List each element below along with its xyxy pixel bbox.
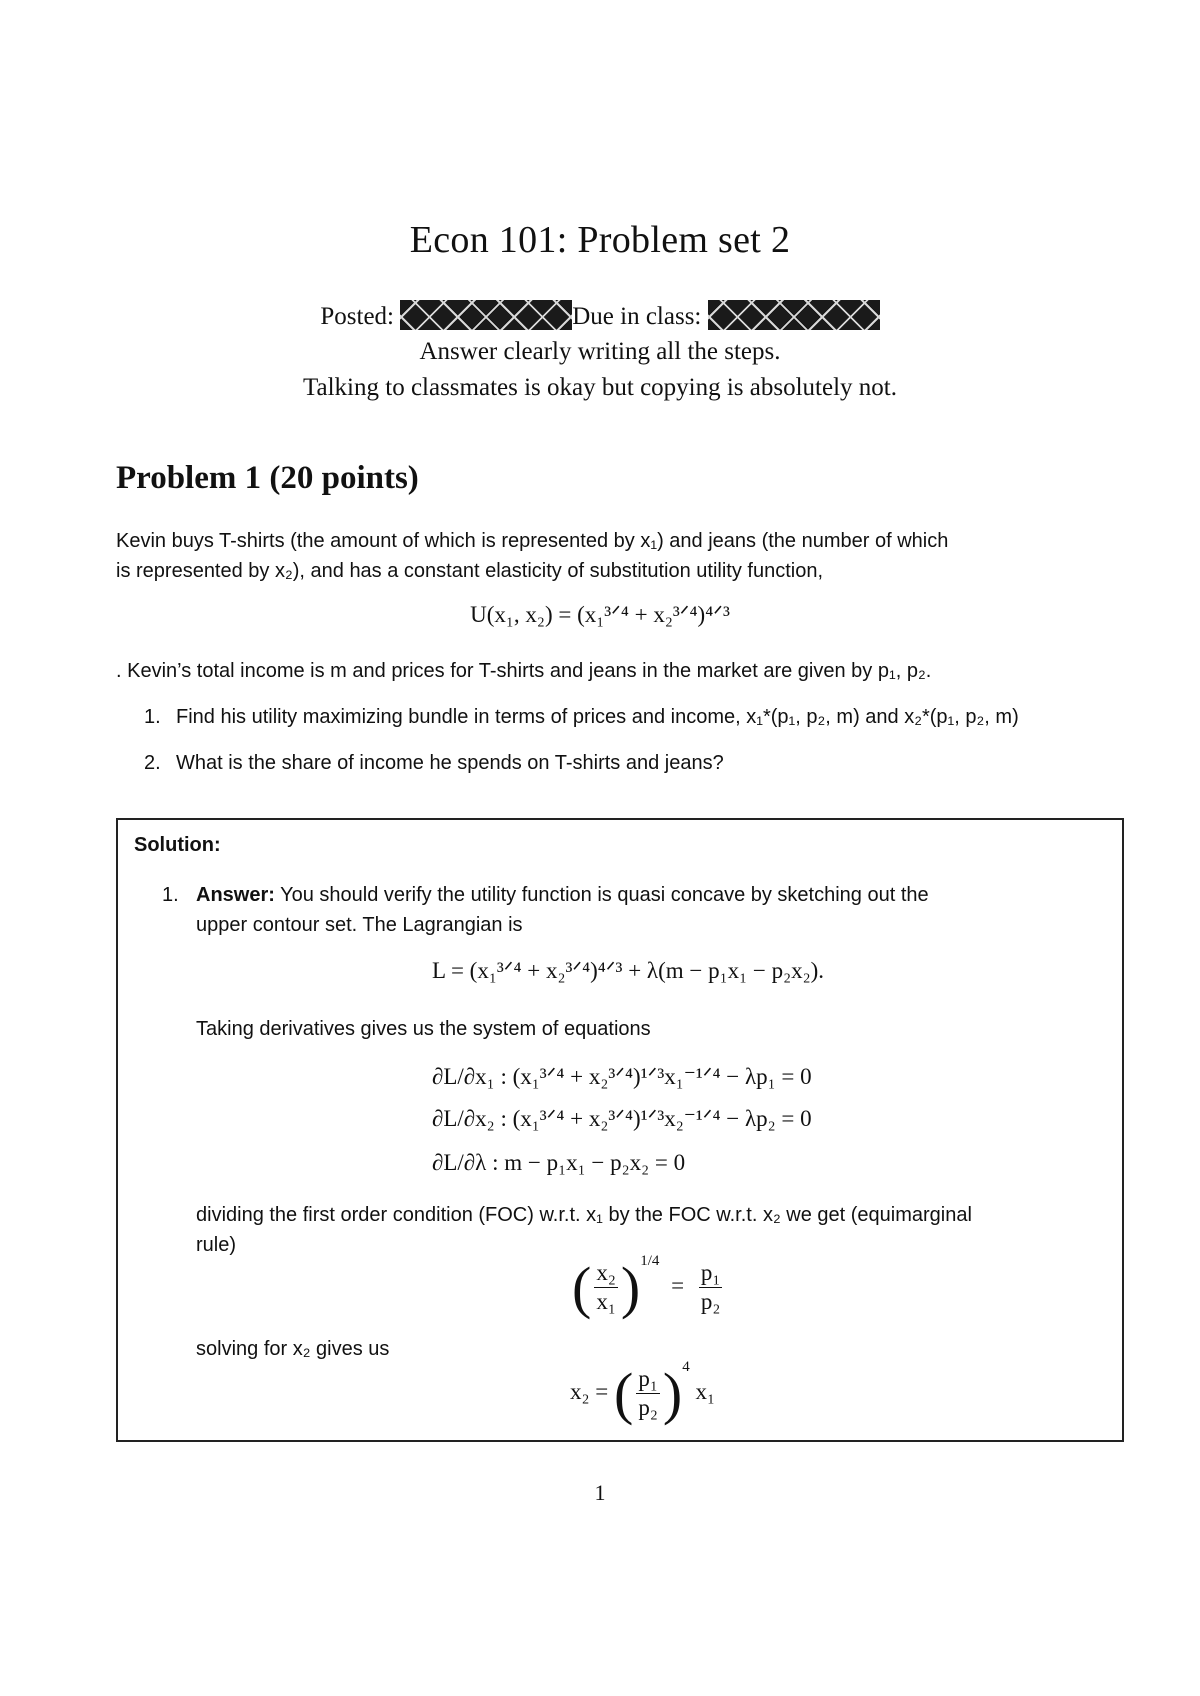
solving-line: solving for x₂ gives us bbox=[196, 1338, 390, 1360]
solution-label: Solution: bbox=[134, 834, 221, 856]
dividing-line-2: rule) bbox=[196, 1234, 237, 1256]
solution-answer-line-2: upper contour set. The Lagrangian is bbox=[196, 914, 523, 936]
solution-answer-line-1 bbox=[196, 880, 1116, 910]
utility-function-equation: U(x₁, x₂) = (x₁³ᐟ⁴ + x₂³ᐟ⁴)⁴ᐟ³ bbox=[470, 602, 730, 627]
answer-text: You should verify the utility function is quasi concave by sketching out the bbox=[274, 884, 929, 906]
foc-lambda-equation: ∂L/∂λ : m − p₁x₁ − p₂x₂ = 0 bbox=[432, 1150, 686, 1175]
problem-1-heading: Problem 1 (20 points) bbox=[116, 460, 419, 496]
posted-line bbox=[0, 300, 1200, 331]
question-number: 1. bbox=[144, 706, 161, 728]
question-text: Find his utility maximizing bundle in terms of prices and income, x₁*(p₁, p₂, m) and x₂*(p₁, p₂, m) bbox=[176, 706, 1019, 728]
fraction-denominator: p₂ bbox=[700, 1289, 721, 1314]
due-label: Due in class: bbox=[572, 303, 702, 330]
solution-item-number: 1. bbox=[162, 884, 179, 906]
problem-intro-line-1: Kevin buys T-shirts (the amount of which is represented by x₁) and jeans (the number of which bbox=[116, 530, 949, 552]
collaboration-policy-line: Talking to classmates is okay but copying is absolutely not. bbox=[302, 374, 897, 401]
fraction-numerator: x₂ bbox=[594, 1259, 618, 1288]
question-1 bbox=[144, 702, 1134, 732]
equation-rhs: x₁ bbox=[695, 1378, 715, 1404]
exponent: 4 bbox=[682, 1358, 690, 1375]
left-paren: ( bbox=[572, 1255, 592, 1320]
answer-label: Answer: bbox=[196, 884, 275, 906]
page-number: 1 bbox=[594, 1480, 606, 1505]
fraction-numerator: p₁ bbox=[636, 1365, 660, 1394]
redacted-due-date bbox=[708, 300, 880, 330]
redacted-posted-date bbox=[400, 300, 572, 330]
posted-label: Posted: bbox=[320, 303, 394, 330]
equimarginal-ratio-equation bbox=[572, 1254, 725, 1321]
fraction-numerator: p₁ bbox=[699, 1259, 723, 1288]
problem-intro-line-2: is represented by x₂), and has a constant elasticity of substitution utility function, bbox=[116, 560, 824, 582]
equals-sign: = bbox=[671, 1272, 685, 1298]
equation-lhs: x₂ = bbox=[570, 1378, 609, 1404]
question-number: 2. bbox=[144, 752, 161, 774]
page-title: Econ 101: Problem set 2 bbox=[409, 219, 791, 261]
x2-solution-equation bbox=[570, 1360, 715, 1427]
fraction-denominator: p₂ bbox=[638, 1395, 658, 1420]
income-line: . Kevin’s total income is m and prices for T-shirts and jeans in the market are given by p₁, p₂. bbox=[116, 660, 932, 682]
ratio-fraction bbox=[594, 1259, 618, 1316]
question-text: What is the share of income he spends on T-shirts and jeans? bbox=[176, 752, 724, 774]
derivatives-intro: Taking derivatives gives us the system of equations bbox=[196, 1018, 651, 1040]
question-2 bbox=[144, 748, 1134, 778]
right-paren: ) bbox=[620, 1255, 641, 1320]
foc-x2-equation: ∂L/∂x₂ : (x₁³ᐟ⁴ + x₂³ᐟ⁴)¹ᐟ³x₂⁻¹ᐟ⁴ − λp₂ = 0 bbox=[432, 1106, 812, 1131]
price-ratio-fraction bbox=[636, 1365, 660, 1422]
instructions-line: Answer clearly writing all the steps. bbox=[419, 338, 781, 365]
left-paren: ( bbox=[614, 1361, 634, 1426]
lagrangian-equation: L = (x₁³ᐟ⁴ + x₂³ᐟ⁴)⁴ᐟ³ + λ(m − p₁x₁ − p₂x₂). bbox=[432, 958, 825, 983]
foc-x1-equation: ∂L/∂x₁ : (x₁³ᐟ⁴ + x₂³ᐟ⁴)¹ᐟ³x₁⁻¹ᐟ⁴ − λp₁ = 0 bbox=[432, 1064, 812, 1089]
dividing-line-1: dividing the first order condition (FOC) w.r.t. x₁ by the FOC w.r.t. x₂ we get (equimarginal bbox=[196, 1204, 972, 1226]
fraction-denominator: x₁ bbox=[596, 1289, 616, 1314]
right-paren: ) bbox=[662, 1361, 683, 1426]
price-ratio-fraction bbox=[699, 1259, 723, 1316]
exponent: 1/4 bbox=[640, 1252, 660, 1269]
